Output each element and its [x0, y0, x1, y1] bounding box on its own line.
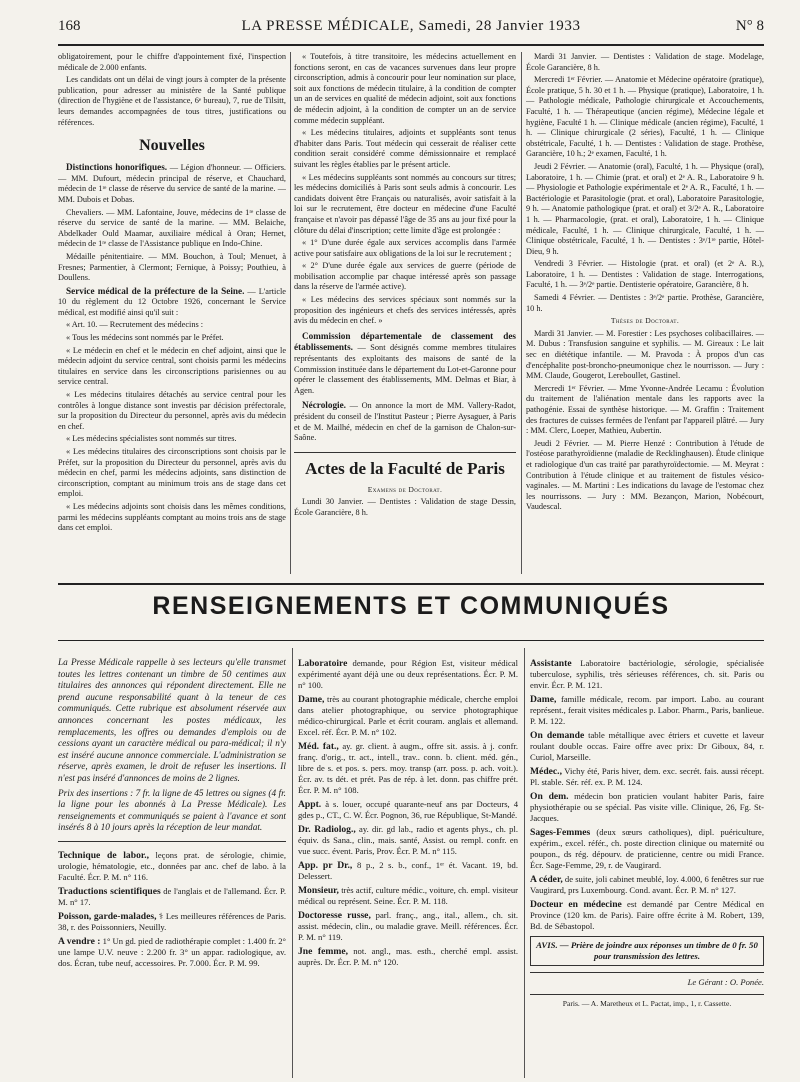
- ad-text: leçons prat. de sérologie, chimie, urologie, hématologie, etc., données par anc. chef de labo. à la Faculté. Écr. P. M. n° 116.: [58, 849, 286, 882]
- section-title-actes: Actes de la Faculté de Paris: [305, 458, 505, 478]
- service-text: — L'article 10 du règlement du 12 Octobre 1926, concernant le Service médical, est modifié ainsi qu'il suit :: [58, 286, 286, 317]
- classified-ad: [298, 824, 518, 857]
- section-rule: [58, 583, 764, 585]
- ads-column-2: [298, 658, 518, 1078]
- ad-lead: Doctoresse russe,: [298, 910, 371, 921]
- ad-lead: Poisson, garde-malades,: [58, 910, 157, 922]
- divider: [58, 841, 286, 842]
- commission-text: — Sont désignés comme membres titulaires représentants des exploitants des maisons de santé de la Commission instituée dans le département du Lot-et-Garonne pour opérer le classement des établissements, MM. Delmas et Biar, à Agen.: [294, 343, 516, 395]
- classified-ad: [298, 910, 518, 943]
- paragraph: « Les médecins adjoints sont choisis dans les mêmes conditions, parmi les médecins suppléants comptant au moins trois ans de stage dans cet emploi.: [58, 501, 286, 533]
- ads-column-1: [58, 658, 286, 1040]
- ad-text: à s. louer, occupé quarante-neuf ans par Docteurs, 4 gdes p., CT., C. W. Écr. Pognon, 36, rue République, St-Mandé.: [298, 799, 518, 820]
- paragraph: Jeudi 2 Février. — Anatomie (oral), Faculté, 1 h. — Physique (oral), Laboratoire, 1 h. — Chimie (prat. et oral) et 2ᵉ A. R., Laboratoire 9 h. — Physiologie et Pathologie expérimentale et 2ᵉ A. R., Faculté, 1 h. — Bactériologie et Parasitologie (prat. et oral), Laboratoire Parasitologie, 9 h. — Anatomie pathologique (prat. et oral) et 3/2ᵉ A. R., Laboratoire 1 h. — Pharmacologie, (prat. et oral), Laboratoire, 1 h. — Clinique médicale, Faculté, 1 h. — Clinique chirurgicale, Faculté, 1 h. — Clinique obstétricale, Faculté, 1 h. — Dentistes : 3ᵉ/1ʳᵉ partie, Hôtel-Dieu, 9 h.: [526, 161, 764, 256]
- column-1: [58, 52, 286, 574]
- ad-text: parl. franç., ang., ital., allem., ch. sit. assist. médecin, clin., ou maladie grave. Meill. références. Écr. P. M. n° 119.: [298, 910, 518, 942]
- pricing-notice: Prix des insertions : 7 fr. la ligne de 45 lettres ou signes (4 fr. la ligne pour les abonnés à La Presse Médicale). Les renseignements et communiqués se paient à l'avance et sont insérés 8 à 10 jours après la réception de leur mandat.: [58, 788, 286, 834]
- classified-ad: [58, 936, 286, 969]
- ad-lead: Dr. Radiolog.,: [298, 824, 356, 835]
- ad-text: très au courant photographie médicale, cherche emploi dans atelier photographique, ou service photographique médico-chirurgical. Parle et écrit couram. anglais et allemand. Excel. réf. Écr. P. M. n° 102.: [298, 694, 518, 737]
- classified-ad: [58, 911, 286, 933]
- column-divider: [524, 648, 525, 1078]
- necrologie-text: — On annonce la mort de MM. Vallery-Radot, président du conseil de l'Institut Pasteur ; Pierre Aysaguer, à Paris et de M. Mailhé, médecin en chef de la garnison de Chalon-sur-Saône.: [294, 401, 516, 443]
- ad-text: Vichy été, Paris hiver, dem. exc. secrét. fais. aussi récept. Pl. stable. Sér. réf. ex. P. M. 124.: [530, 766, 764, 787]
- ad-text: ay. dir. gd lab., radio et agents phys., ch. pl. équiv. ds Sana., clin., mais. santé, Assist. ou rempl. confr. en vue succ. évent. Paris, Prov. Écr. P. M. n° 115.: [298, 824, 518, 856]
- column-divider: [521, 52, 522, 574]
- examens-heading: Examens de Doctorat.: [367, 484, 443, 494]
- paragraph: Mardi 31 Janvier. — M. Forestier : Les psychoses colibacillaires. — M. Dubus : Transfusion sanguine et syphilis. — M. Gireaux : Le lait sec en diététique infantile. — M. Pravoda : À propos d'un cas d'encéphalite post-broncho-pneumonique chez le nourrisson. — Jury : MM. Claude, Gougerot, Lereboullet, Gastinel.: [526, 328, 764, 381]
- ad-lead: Laboratoire: [298, 658, 348, 669]
- distinctions-title: Distinctions honorifiques.: [66, 162, 168, 173]
- ad-text: ay. gr. client. à augm., offre sit. assis. à j. confr. franç. d'orig., tr. act., intell., trav.. conn. b. client. méd. gén., libre de s. et pos. s. pers. moy. transp (arr. poss. p. ach. voit.). Écr. av. ts dét. et prét. Pas de rép. à let. donn. pas chiffre prét. Écr. P. M. n° 108.: [298, 741, 518, 795]
- header-rule: [58, 44, 764, 46]
- ad-text: médecin bon praticien voulant habiter Paris, faire physiothérapie ou se spécial. Pas visite ville. Clinique, 26, Fg. St-Jacques.: [530, 791, 764, 823]
- classified-ad: [530, 899, 764, 932]
- column-divider: [292, 648, 293, 1078]
- ad-text: Laboratoire bactériologie, sérologie, spécialisée tuberculose, syphilis, très sérieuses références, ch. sit. Paris ou envir. Écr. P. M. 121.: [530, 658, 764, 690]
- ad-text: not. angl., mas. esth., cherché empl. assist. auprès. Dr. Écr. P. M. n° 120.: [298, 946, 518, 967]
- paragraph: « Les médecins spécialistes sont nommés sur titres.: [66, 434, 237, 444]
- classified-ad: [530, 658, 764, 691]
- printer-line: Paris. — A. Maretheux et L. Pactat, imp., 1, r. Cassette.: [530, 994, 764, 1009]
- avis-box: AVIS. — Prière de joindre aux réponses un timbre de 0 fr. 50 pour transmission des lettres.: [530, 936, 764, 966]
- necrologie-title: Nécrologie.: [302, 400, 346, 411]
- classified-ad: [58, 850, 286, 883]
- ad-lead: Dame,: [530, 694, 557, 705]
- classified-ad: [298, 741, 518, 796]
- classified-ad: [530, 827, 764, 871]
- journal-title: LA PRESSE MÉDICALE, Samedi, 28 Janvier 1933: [241, 18, 581, 34]
- classified-ad: [530, 730, 764, 763]
- column-2: [294, 52, 516, 572]
- classified-ad: [530, 874, 764, 896]
- ad-text: demande, pour Région Est, visiteur médical expérimenté ayant déjà une ou deux représentations. Écr. P. M. n° 100.: [298, 658, 518, 690]
- ad-text: table métallique avec étriers et cuvette et laveur roulant double occas. Faire offre avec prix: Dr Giboux, 84, r. Curiol, Marseille.: [530, 730, 764, 762]
- ad-lead: Médec.,: [530, 766, 562, 777]
- ad-lead: On demande: [530, 730, 585, 741]
- ad-text: 1° Un gd. pied de radiothérapie complet : 1.400 fr. 2° une lampe U.V. neuve : 2.200 fr. 3° un appar. radiologique, av. dos. Écran, tube neuf, accessoires. Pr. 7.000. Écr. P. M. 99.: [58, 935, 286, 968]
- paragraph: « Les médecins titulaires, adjoints et suppléants sont tenus d'habiter dans Paris. Tout médecin qui cesserait de réaliser cette condition serait considéré comme démissionnaire et remplacé suivant les règles établies par le présent article.: [294, 128, 516, 169]
- classified-ad: [298, 799, 518, 821]
- paragraph: Lundi 30 Janvier. — Dentistes : Validation de stage Dessin, École Garancière, 8 h.: [294, 497, 516, 517]
- ad-text: de l'anglais et de l'allemand. Écr. P. M. n° 17.: [58, 885, 286, 907]
- paragraph: « Les médecins suppléants sont nommés au concours sur titres; les médecins domiciliés à Paris sont seuls admis à concourir. Les candidats doivent être Français ou naturalisés, avoir satisfait à la loi sur le recrutement, être docteur en médecine d'une Faculté française et n'avoir pas dépassé l'âge de 35 ans au jour fixé pour la clôture du délai d'inscription; cette limite d'âge est prolongée :: [294, 172, 516, 235]
- classified-ad: [530, 791, 764, 824]
- ads-list-3: [530, 658, 764, 932]
- ads-list-2: [298, 658, 518, 968]
- gerant-signature: Le Gérant : O. Ponée.: [530, 972, 764, 988]
- ad-lead: Sages-Femmes: [530, 827, 591, 838]
- ad-text: est demandé par Centre Médical en Province (120 km. de Paris). Faire offre écrite à M. Robert, 139, Bd. de Sébastopol.: [530, 899, 764, 931]
- classified-ad: [298, 658, 518, 691]
- ad-lead: Technique de labor.,: [58, 849, 150, 861]
- ad-lead: Méd. fat.,: [298, 741, 339, 752]
- ad-lead: Traductions scientifiques: [58, 885, 161, 897]
- ad-text: 8 p., 2 s. b., conf., 1ᵉʳ ét. Vacant. 19, bd. Delessert.: [298, 860, 518, 881]
- paragraph: « Les médecins titulaires des circonscriptions sont choisis par le Préfet, sur la proposition du Directeur du personnel, après avis du médecin en chef, parmi les médecins adjoints, sans distinction de circonscription, comptant au minimum trois ans de stage dans cet emploi.: [58, 447, 286, 499]
- ad-lead: Assistante: [530, 658, 572, 669]
- paragraph: obligatoirement, pour le chiffre d'appointement fixé, l'inspection médicale de 2.000 enfants.: [58, 52, 286, 72]
- classified-ad: [298, 694, 518, 738]
- paragraph: Les candidats ont un délai de vingt jours à compter de la présente publication, pour adresser au ministère de la Santé publique (direction de l'hygiène et de l'assistance, 6ᵉ bureau), 7, rue de Tilsitt, leurs demandes accompagnées de tous titres, justifications ou références.: [58, 75, 286, 127]
- ad-text: famille médicale, recom. par import. Labo. au courant représent., ferait visites médicales p. Labor. Pharm., Paris, banlieue. P. M. 122.: [530, 694, 764, 726]
- ad-text: ⚕ Les meilleures références de Paris. 38, r. des Poissonniers, Neuilly.: [58, 910, 286, 932]
- classified-ad: [58, 886, 286, 908]
- page-header: [58, 18, 764, 42]
- section-title-nouvelles: Nouvelles: [139, 137, 205, 155]
- paragraph: Chevaliers. — MM. Lafontaine, Jouve, médecins de 1ʳᵉ classe de réserve du service de santé de la marine. — MM. Belaiche, Abdelkader Ould Maamar, auxiliaire médical à Oran; Hernet, médecin de 1ʳᵉ classe de l'Assistance publique en Indo-Chine.: [58, 207, 286, 249]
- paragraph: « Les médecins titulaires détachés au service central pour les contrôles à longue distance sont investis par décision préfectorale, sur la proposition du Directeur du personnel, après avis du médecin en chef.: [58, 390, 286, 431]
- paragraph: Mercredi 1ᵉʳ Février. — Mme Yvonne-Andrée Lecamu : Évolution du traitement de l'aliénation mentale dans les rapports avec la pathogénie. Essai de synthèse historique. — M. Graffin : Traitement des fractures de cuisses fermées de l'enfant par l'appareil plâtré. — Jury : MM. Clerc, Loeper, Mathieu, Aubertin.: [526, 383, 764, 436]
- ad-lead: A vendre :: [58, 935, 101, 947]
- ad-lead: Docteur en médecine: [530, 899, 622, 910]
- theses-heading: Thèses de Doctorat.: [610, 316, 680, 326]
- ad-lead: Dame,: [298, 694, 325, 705]
- paragraph: Samedi 4 Février. — Dentistes : 3ᵉ/2ᵉ partie. Prothèse, Garancière, 10 h.: [526, 293, 764, 313]
- ads-list-1: [58, 850, 286, 969]
- ad-lead: A céder,: [530, 874, 563, 885]
- page-number: 168: [58, 18, 81, 34]
- intro-notice: La Presse Médicale rappelle à ses lecteurs qu'elle transmet toutes les lettres contenant un timbre de 50 centimes aux titulaires des annonces qui répondent directement. Elle ne prend aucune responsabilité quant à la teneur de ces communiqués. Cette rubrique est absolument réservée aux annonces concernant les postes médicaux, les remplacements, les offres ou demandes d'emplois ou de cessions ayant un caractère médical ou para-médical; il n'y est inséré aucune annonce commerciale. L'administration se réserve, après examen, le droit de refuser les insertions. Il n'est pas inséré d'annonces de moins de 2 lignes.: [58, 658, 286, 784]
- paragraph: « Le médecin en chef et le médecin en chef adjoint, ainsi que le médecin adjoint du service central, sont choisis parmi les médecins titulaires en service dans les circonscriptions parisiennes ou au service central.: [58, 345, 286, 387]
- section-rule: [294, 452, 516, 453]
- paragraph: Médaille pénitentiaire. — MM. Bouchon, à Toul; Menuet, à Fresnes; Parmentier, à Clermont; Fernique, à Poissy; Pouthieu, à Doullens.: [58, 251, 286, 283]
- commission-title: Commission départementale de classement des établissements.: [294, 330, 516, 353]
- ad-lead: Appt.: [298, 799, 322, 810]
- classified-ad: [530, 694, 764, 727]
- ads-column-3: [530, 658, 764, 1078]
- paragraph: « 2° D'une durée égale aux services de guerre (période de mobilisation accomplie par chaque intéressé après son passage dans la réserve de l'armée active).: [294, 261, 516, 292]
- classified-ad: [298, 885, 518, 907]
- ad-text: de suite, joli cabinet meublé, loy. 4.000, 6 fenêtres sur rue Vaugirard, prs Luxembourg. Cond. avant. Écr. P. M. n° 127.: [530, 874, 764, 895]
- paragraph: Jeudi 2 Février. — M. Pierre Henzé : Contribution à l'étude de l'ostéose parathyroïdienne (maladie de Recklinghausen). Étude clinique et radiologique d'un cas traité par parathyroïdectomie. — M. Meyrat : Contribution à l'étude clinique et au traitement de fistules vésico-vaginales. — M. Martini : Les indications du lavage de l'estomac chez les nourrissons. — Jury : MM. Bezançon, Marion, Nobécourt, Vaudescal.: [526, 438, 764, 512]
- paragraph: « 1° D'une durée égale aux services accomplis dans l'armée active pour satisfaire aux obligations de la loi sur le recrutement ;: [294, 238, 516, 258]
- paragraph: « Toutefois, à titre transitoire, les médecins actuellement en fonctions seront, en cas de vacances survenues dans leur propre circonscription, admis à concourir pour leur nomination sur place, soit aux fonctions de médecin titulaire, à la condition de compter un an de services en qualité de médecin adjoint, soit aux fonctions de médecin adjoint, à la condition de compter un an de service comme médecin suppléant.: [294, 52, 516, 125]
- classified-ad: [530, 766, 764, 788]
- ad-lead: App. pr Dr.,: [298, 860, 353, 871]
- paragraph: Vendredi 3 Février. — Histologie (prat. et oral) (et 2ᵉ A. R.), Laboratoire, 1 h. — Dentistes : Validation de stage. Interrogations, Faculté, 1 h. — 3ᵉ/2ᵉ partie. Dentisterie opératoire, Garancière, 8 h.: [526, 259, 764, 290]
- column-divider: [290, 52, 291, 574]
- distinctions-text: — Légion d'honneur. — Officiers. — MM. Dufourt, médecin principal de réserve, et Chauchard, médecin de 1ʳᵉ classe de réserve du service de santé de la marine. — MM. Dubois et Dobas.: [58, 163, 286, 204]
- classified-ad: [298, 946, 518, 968]
- ad-lead: Monsieur,: [298, 885, 339, 896]
- ad-lead: On dem.: [530, 791, 569, 802]
- paragraph: Mercredi 1ᵉʳ Février. — Anatomie et Médecine opératoire (pratique), École pratique, 5 h. 30 et 1 h. — Physique (pratique), Laboratoire, 1 h. — Pathologie médicale, Pathologie chirurgicale et Accouchements, Faculté, 1 h. — Thérapeutique (ancien régime), Médecine légale et hygiène, Faculté 1 h. — Clinique médicale (ancien régime), Faculté, 1 h. — Clinique chirurgicale (2 séries), Faculté, 1 h. — Clinique obstétricale, Faculté, 1 h. — Dentistes : Validation de stage. Prothèse, Garancière, 10 h.; 2ᵉ examen, Faculté, 1 h.: [526, 75, 764, 159]
- ad-text: (deux sœurs catholiques), dipl. puériculture, expérim., excel. référ., ch. poste direction clinique ou maternité ou poupon., ds rég. dépourv. de praticienne, centre ou midi France. Écr. Sage-Femme, 29, r. de Vaugirard.: [530, 827, 764, 870]
- paragraph: « Les médecins des services spéciaux sont nommés sur la proposition des ingénieurs et chefs des services intéressés, après avis du médecin en chef. »: [294, 295, 516, 326]
- section-rule: [58, 640, 764, 641]
- ad-lead: Jne femme,: [298, 946, 348, 957]
- issue-number: N° 8: [735, 18, 764, 34]
- paragraph: Mardi 31 Janvier. — Dentistes : Validation de stage. Modelage, École Garancière, 8 h.: [526, 52, 764, 72]
- service-title: Service médical de la préfecture de la Seine.: [66, 285, 245, 296]
- renseignements-title: RENSEIGNEMENTS ET COMMUNIQUÉS: [152, 592, 670, 620]
- column-3: [526, 52, 764, 572]
- classified-ad: [298, 860, 518, 882]
- paragraph: « Art. 10. — Recrutement des médecins :: [66, 320, 204, 330]
- paragraph: « Tous les médecins sont nommés par le Préfet.: [66, 333, 224, 343]
- ad-text: très actif, culture médic., voiture, ch. empl. visiteur médical ou représent. Seine. Écr. P. M. 118.: [298, 885, 518, 906]
